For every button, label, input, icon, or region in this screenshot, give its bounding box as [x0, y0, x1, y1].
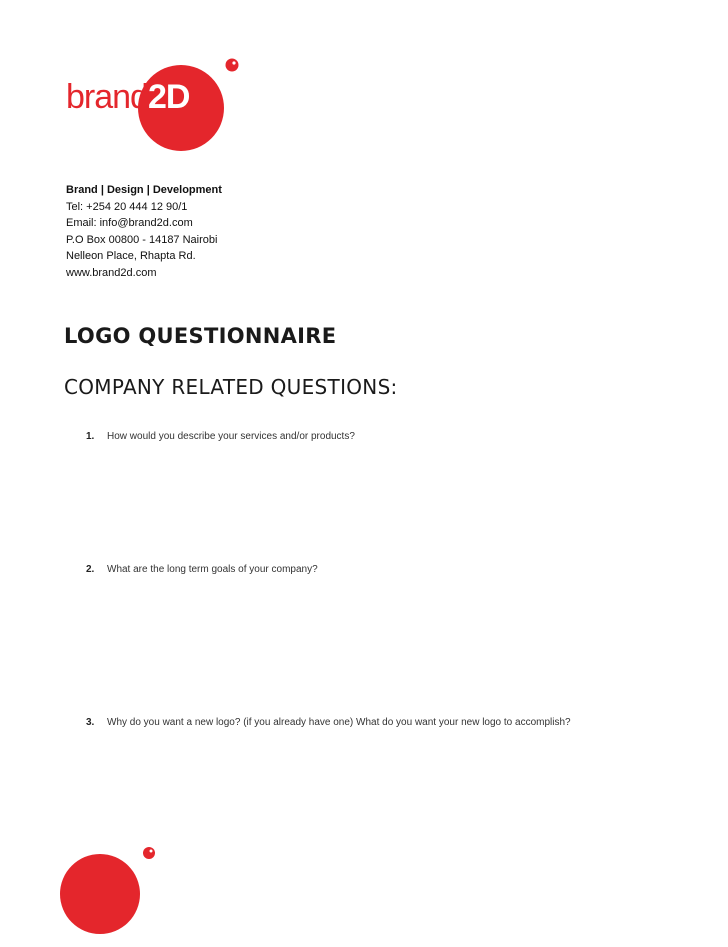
contact-website: www.brand2d.com — [66, 266, 157, 279]
contact-address: Nelleon Place, Rhapta Rd. — [66, 250, 196, 262]
footer-brand-mark — [58, 842, 168, 942]
question-number: 2. — [86, 564, 95, 575]
contact-telephone: Tel: +254 20 444 12 90/1 — [66, 200, 188, 213]
contact-email: Email: info@brand2d.com — [66, 217, 193, 229]
contact-po-box: P.O Box 00800 - 14187 Nairobi — [66, 233, 218, 246]
question-text: Why do you want a new logo? (if you already have one) What do you want your new logo to accomplish? — [107, 717, 571, 728]
question-3 — [86, 717, 571, 728]
question-text: What are the long term goals of your company? — [107, 564, 318, 575]
document-title: LOGO QUESTIONNAIRE — [64, 324, 337, 348]
footer-circle-graphic — [58, 842, 168, 942]
contact-block — [66, 182, 222, 281]
question-number: 3. — [86, 717, 95, 728]
question-1 — [86, 431, 355, 442]
brand2d-logo — [64, 56, 254, 156]
section-title: COMPANY RELATED QUESTIONS: — [64, 375, 398, 399]
logo-brand-text: brand — [66, 78, 148, 116]
logo-wordmark — [66, 80, 189, 114]
question-number: 1. — [86, 431, 95, 442]
question-text: How would you describe your services and/or products? — [107, 431, 355, 442]
logo-2d-text: 2D — [147, 78, 190, 116]
question-2 — [86, 564, 318, 575]
company-tagline: Brand | Design | Development — [66, 184, 222, 196]
